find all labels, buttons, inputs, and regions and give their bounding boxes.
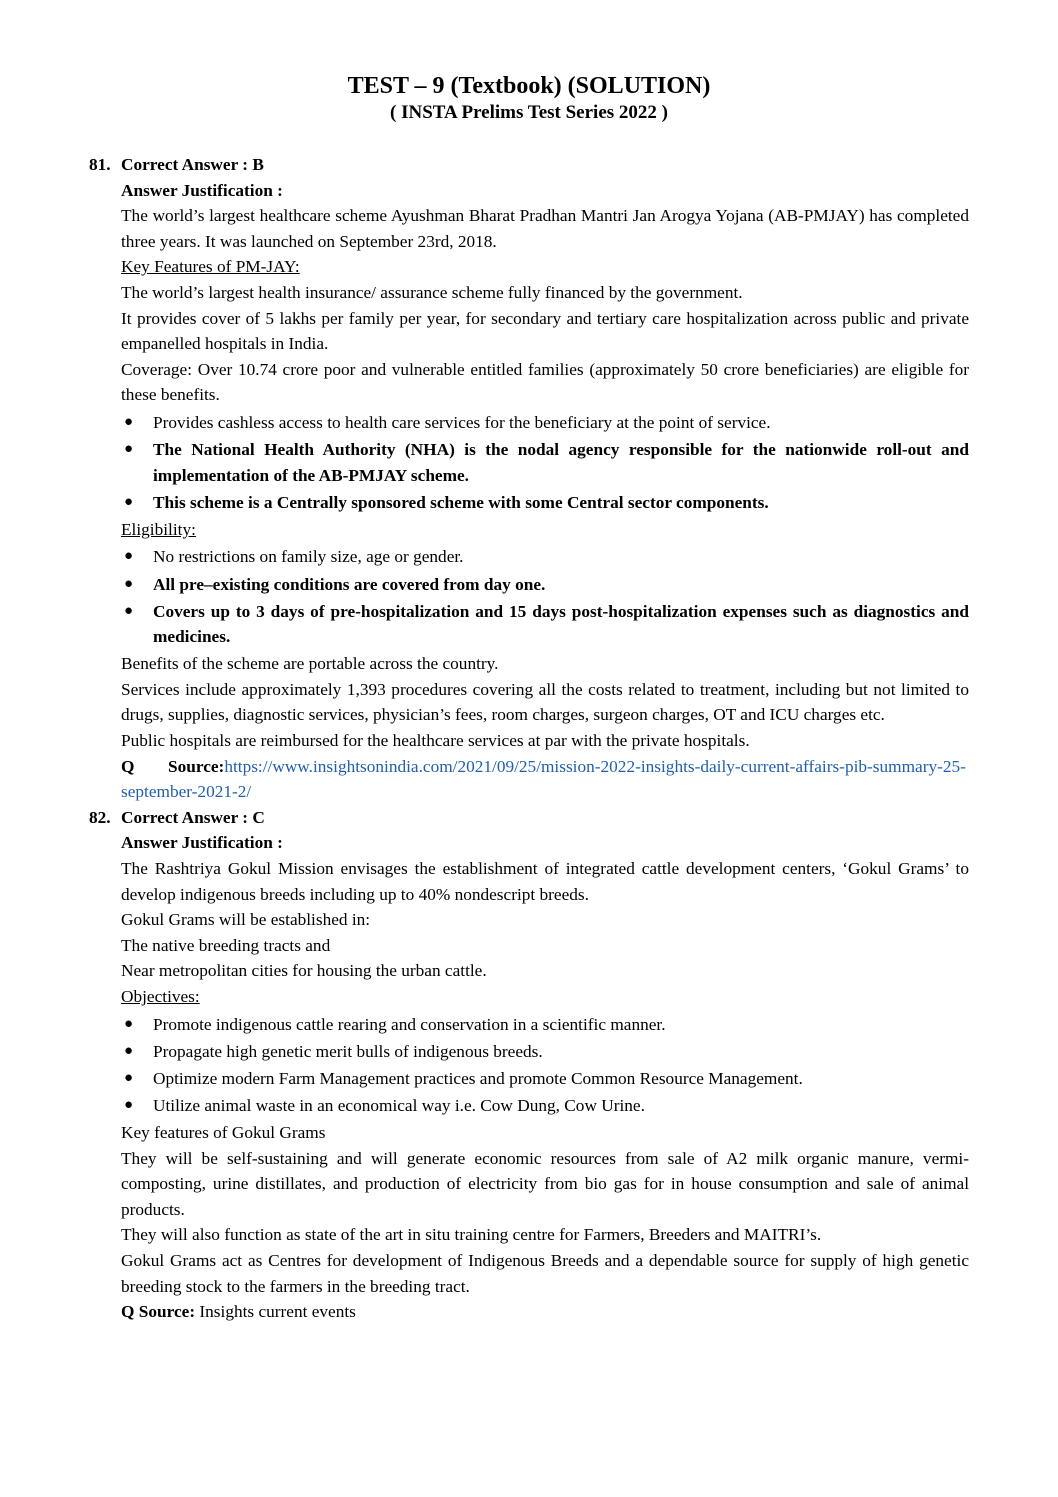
question-body (89, 830, 969, 1324)
question-81 (89, 152, 969, 805)
bullet-icon: ● (124, 1096, 134, 1113)
bullet-icon: ● (124, 575, 134, 592)
list-item (121, 437, 969, 488)
paragraph: The native breeding tracts and (121, 935, 331, 955)
intro-paragraph: The world’s largest healthcare scheme Ayushman Bharat Pradhan Mantri Jan Arogya Yojana (AB-PMJAY) has completed three years. It was launched on September 23rd, 2018. (121, 206, 969, 251)
document-header (0, 72, 1058, 126)
list-item (121, 599, 969, 650)
list-item (121, 544, 969, 570)
bullet-icon: ● (124, 493, 134, 510)
source-line (121, 1299, 969, 1325)
paragraph: Gokul Grams will be established in: (121, 910, 371, 930)
list-item-text: Promote indigenous cattle rearing and conservation in a scientific manner. (153, 1014, 666, 1034)
correct-answer: Correct Answer : B (121, 155, 264, 174)
paragraph: They will also function as state of the art in situ training centre for Farmers, Breeders and MAITRI’s. (121, 1225, 822, 1245)
paragraph: Key features of Gokul Grams (121, 1122, 326, 1142)
question-number: 82. (89, 807, 111, 827)
paragraph: Near metropolitan cities for housing the urban cattle. (121, 961, 487, 981)
source-label: Q Source: (121, 1302, 196, 1322)
source-text: Insights current events (199, 1302, 356, 1322)
source-link[interactable]: https://www.insightsonindia.com/2021/09/25/mission-2022-insights-daily-current-affairs-pib-summary-25-september-2021-2/ (121, 756, 966, 802)
paragraph: Gokul Grams act as Centres for development of Indigenous Breeds and a dependable source for supply of high genetic breeding stock to the farmers in the breeding tract. (121, 1250, 969, 1296)
list-item-text: All pre–existing conditions are covered from day one. (153, 574, 546, 594)
list-item (121, 1093, 969, 1119)
question-82 (89, 805, 969, 1325)
question-header (89, 805, 969, 831)
list-item (121, 1066, 969, 1092)
list-item-text: This scheme is a Centrally sponsored scheme with some Central sector components. (153, 492, 769, 512)
justification-label: Answer Justification : (121, 833, 283, 853)
paragraph: They will be self-sustaining and will generate economic resources from sale of A2 milk organic manure, vermi-composting, urine distillates, and production of electricity from bio gas for in house consumption and sale of animal products. (121, 1148, 969, 1219)
list-item (121, 1012, 969, 1038)
list-item (121, 572, 969, 598)
source-q-label: Q (121, 756, 135, 776)
bullet-icon: ● (124, 1069, 134, 1086)
list-item (121, 410, 969, 436)
source-line (121, 754, 969, 805)
bullet-icon: ● (124, 1015, 134, 1032)
bullet-icon: ● (124, 413, 134, 430)
bullet-icon: ● (124, 441, 134, 458)
list-item (121, 490, 969, 516)
paragraph: It provides cover of 5 lakhs per family per year, for secondary and tertiary care hospitalization across public and private empanelled hospitals in India. (121, 308, 969, 354)
question-header (89, 152, 969, 178)
question-body (89, 178, 969, 805)
paragraph: Services include approximately 1,393 procedures covering all the costs related to treatment, including but not limited to drugs, supplies, diagnostic services, physician’s fees, room charges, surgeon charges, OT and ICU charges etc. (121, 679, 969, 725)
list-item (121, 1039, 969, 1065)
list-item-text: Provides cashless access to health care services for the beneficiary at the point of service. (153, 412, 771, 432)
list-item-text: Optimize modern Farm Management practices and promote Common Resource Management. (153, 1068, 803, 1088)
question-number: 81. (89, 155, 111, 174)
paragraph: Coverage: Over 10.74 crore poor and vulnerable entitled families (approximately 50 crore beneficiaries) are eligible for these benefits. (121, 359, 969, 405)
page-subtitle: ( INSTA Prelims Test Series 2022 ) (390, 102, 668, 123)
bullet-icon: ● (124, 602, 134, 619)
objectives-heading: Objectives: (121, 987, 200, 1006)
correct-answer: Correct Answer : C (121, 807, 265, 827)
objectives-list (121, 1012, 969, 1119)
document-body (89, 152, 969, 1325)
paragraph: Public hospitals are reimbursed for the healthcare services at par with the private hospitals. (121, 731, 750, 751)
paragraph: The Rashtriya Gokul Mission envisages the establishment of integrated cattle development centers, ‘Gokul Grams’ to develop indigenous breeds including up to 40% nondescript breeds. (121, 859, 969, 904)
bullet-icon: ● (124, 1042, 134, 1059)
page-title: TEST – 9 (Textbook) (SOLUTION) (347, 73, 711, 99)
key-features-heading: Key Features of PM-JAY: (121, 257, 300, 277)
paragraph: The world’s largest health insurance/ assurance scheme fully financed by the government. (121, 282, 743, 302)
source-label: Source: (168, 756, 225, 776)
eligibility-heading: Eligibility: (121, 519, 196, 539)
key-features-list (121, 410, 969, 515)
list-item-text: Utilize animal waste in an economical way i.e. Cow Dung, Cow Urine. (153, 1095, 645, 1115)
list-item-text: Covers up to 3 days of pre-hospitalization and 15 days post-hospitalization expenses such as diagnostics and medicines. (153, 601, 969, 647)
list-item-text: The National Health Authority (NHA) is the nodal agency responsible for the nationwide roll-out and implementation of the AB-PMJAY scheme. (153, 440, 969, 485)
bullet-icon: ● (124, 548, 134, 565)
justification-label: Answer Justification : (121, 180, 283, 200)
list-item-text: No restrictions on family size, age or gender. (153, 547, 464, 567)
eligibility-list (121, 544, 969, 649)
list-item-text: Propagate high genetic merit bulls of indigenous breeds. (153, 1041, 543, 1061)
paragraph: Benefits of the scheme are portable across the country. (121, 654, 499, 674)
